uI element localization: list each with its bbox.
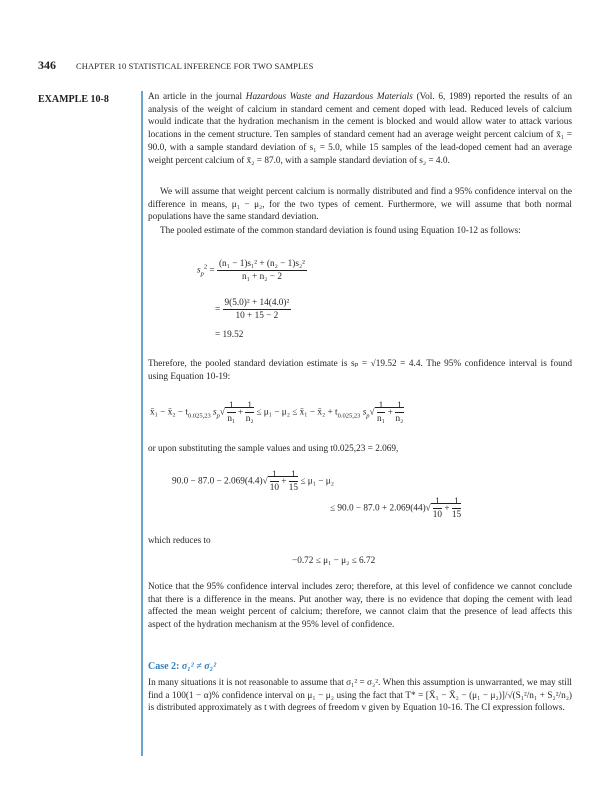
equation-pooled-variance: $s_p^2$ = $\frac{\text{(n₁ − 1)s₁² + (n₂ − 1)s₂²}}{\text{n₁ + n₂ − 2}}$ — [197, 259, 305, 282]
case-2-heading — [148, 661, 216, 672]
paragraph-conclusion: Notice that the 95% confidence interval includes zero; therefore, at this level of confidence we cannot conclude that there is a difference in the means. Put another way, there is no evidence that doping the cement with lead affected the mean weight percent of calcium; therefore, we cannot claim that the presence of lead affects this aspect of the hydration mechanism at the 95% level of confidence. — [148, 582, 572, 631]
ci-frac-num: 1 — [378, 401, 384, 411]
ci-frac-num: 1 — [397, 401, 402, 411]
ci-sub-frac-num: 1 — [289, 470, 298, 482]
pooled-sub-numerator: 9(5.0)² + 14(4.0)² — [224, 298, 290, 308]
equation-ci-substituted-left: 90.0 − 87.0 − 2.069(4.4)√ $\frac{1}{10}$ + $\frac{1}{15}$ ≤ μ₁ − μ₂ — [172, 470, 334, 493]
page-number: 346 — [38, 58, 56, 72]
ci-frac-den-n1: n₁ — [377, 414, 385, 424]
ci-frac-den-n2: n₂ — [395, 414, 404, 424]
paragraph-reduces: which reduces to — [148, 536, 211, 546]
ci-left: x̄₁ − x̄₂ − t — [150, 407, 188, 418]
journal-name: Hazardous Waste and Hazardous Materials — [245, 92, 413, 102]
equation-ci-result: −0.72 ≤ μ₁ − μ₂ ≤ 6.72 — [292, 556, 376, 566]
equation-ci-substituted-right: ≤ 90.0 − 87.0 + 2.069(44)√ $\frac{1}{10}$ + $\frac{1}{15}$ — [330, 497, 462, 520]
paragraph-pooled-intro: The pooled estimate of the common standard deviation is found using Equation 10-12 as follows: — [160, 226, 521, 236]
ci-frac-num: 1 — [228, 401, 234, 411]
ci-sub-right: ≤ 90.0 − 87.0 + 2.069(44) — [330, 503, 426, 514]
pooled-sub-denominator: 10 + 15 − 2 — [235, 311, 279, 321]
ci-mid: ≤ μ₁ − μ₂ ≤ x̄₁ − x̄₂ + t — [256, 407, 338, 418]
ci-sp-right: s — [362, 407, 367, 418]
ci-sp-left: s — [213, 407, 217, 418]
paragraph-assumption: We will assume that weight percent calcium is normally distributed and find a 95% confidence interval on the difference in means, μ₁ − μ₂, for the two types of cement. Furthermore, we will assume that both normal populations have the same standard deviation. — [148, 187, 572, 223]
ci-t-sub-right: 0.025,23 — [337, 412, 361, 420]
paragraph-substitution: or upon substituting the sample values and using t0.025,23 = 2.069, — [148, 444, 399, 454]
pooled-result: = 19.52 — [215, 330, 244, 340]
case-condition: σ₁² ≠ σ₂² — [181, 661, 217, 672]
ci-t-sub-left: 0.025,23 — [187, 412, 211, 420]
case-label: Case 2: — [148, 661, 180, 672]
page-header — [38, 56, 313, 74]
ci-sub-frac-num: 1 — [433, 497, 442, 509]
paragraph-intro — [148, 91, 572, 167]
chapter-title: CHAPTER 10 STATISTICAL INFERENCE FOR TWO SAMPLES — [76, 61, 314, 71]
pooled-numerator: (n₁ − 1)s₁² + (n₂ − 1)s₂² — [218, 259, 305, 269]
ci-sub-left: 90.0 − 87.0 − 2.069(4.4) — [172, 476, 263, 487]
intro-text-b: (Vol. 6, 1989) reported the results of an analysis of the weight of calcium in standard cement and cement doped with lead. Reduced levels of calcium would indicate that the hydration mechanism in the cement is blocked and would allow water to attack various locations in the cement structure. Ten samples of standard cement had an average weight percent calcium of x̄₁ = 90.0, with a sample standard deviation of s₁ = 5.0, while 15 samples of the lead-doped cement had an average weight percent calcium of x̄₂ = 87.0, with a sample standard deviation of s₂ = 4.0. — [148, 92, 573, 166]
pooled-sub-fraction — [223, 298, 292, 321]
ci-frac-num: 1 — [247, 401, 253, 411]
equation-pooled-substituted: = $\frac{\text{9(5.0)² + 14(4.0)²}}{10 + 15 - 2}$ — [215, 298, 290, 321]
pooled-denominator: n₁ + n₂ − 2 — [241, 272, 282, 282]
paragraph-pooled-estimate: Therefore, the pooled standard deviation estimate is sₚ = √19.52 = 4.4. The 95% confidence interval is found using Equation 10-19: — [148, 359, 572, 382]
ci-frac-den-n1: n₁ — [227, 414, 236, 424]
ci-sub-frac-den-10: 10 — [432, 510, 442, 520]
ci-sub-frac-num: 1 — [270, 470, 279, 482]
example-label: EXAMPLE 10-8 — [38, 94, 109, 105]
ci-frac-den-n2: n₂ — [245, 414, 254, 424]
paragraph-case-2: In many situations it is not reasonable to assume that σ₁² = σ₂². When this assumption is unwarranted, we may still find a 100(1 − α)% confidence interval on μ₁ − μ₂ using the fact that T* = [X̄₁ − X̄₂ − (μ₁ − μ₂)]/√(S₁²/n₁ + S₂²/n₂) is distributed approximately as t with degrees of freedom v given by Equation 10-16. The CI expression follows. — [148, 678, 572, 714]
ci-sub-frac-den-10: 10 — [269, 483, 279, 493]
example-sidebar-rule — [141, 91, 143, 756]
pooled-lhs: s — [197, 265, 201, 276]
ci-sub-mid: ≤ μ₁ − μ₂ — [300, 476, 334, 487]
equation-ci-general: x̄₁ − x̄₂ − $t_{0.025,23}$ $s_p√$ $\frac{1}{\text{n₁}}$ + $\frac{1}{\text{n₂}}$ ≤ μ₁ − μ₂ ≤ x̄₁ − x̄₂ + $t_{0.025,23}$ $s_p√$ $\frac{1}{\text{n₁}}$ + $\frac{1}{\text{n₂}}$ — [150, 401, 404, 424]
pooled-fraction — [217, 259, 307, 282]
intro-text-a: An article in the journal — [148, 92, 246, 102]
ci-sub-frac-den-15: 15 — [288, 483, 299, 493]
ci-sub-frac-den-15: 15 — [451, 510, 462, 520]
ci-sub-frac-num: 1 — [452, 497, 461, 509]
